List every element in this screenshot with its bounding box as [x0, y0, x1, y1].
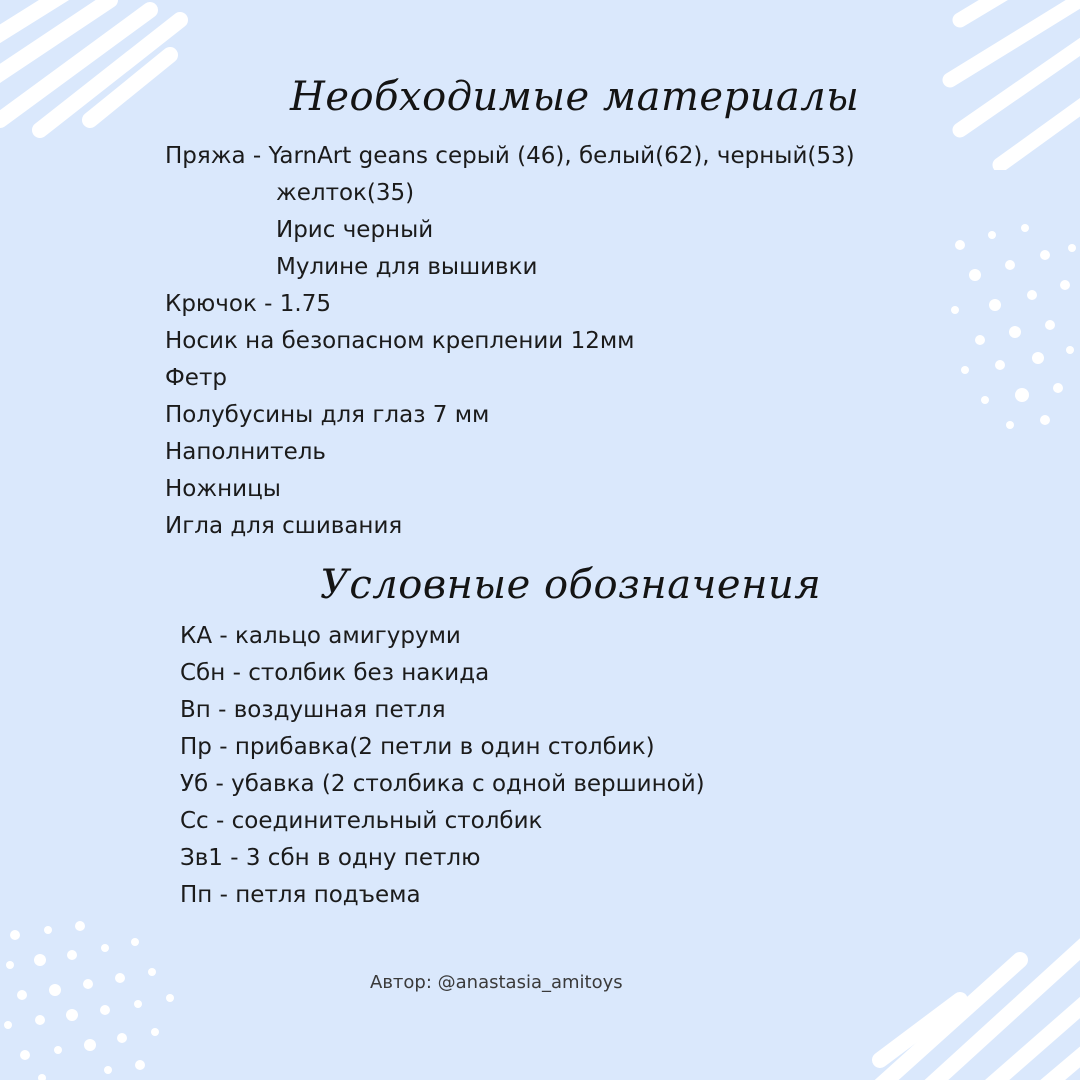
- list-item: Мулине для вышивки: [276, 254, 538, 280]
- list-item: Сс - соединительный столбик: [180, 808, 543, 834]
- brush-strokes-top-right: [930, 0, 1080, 170]
- list-item: Пряжа - YarnArt geans серый (46), белый(62), черный(53): [165, 143, 855, 169]
- legend-title: Условные обозначения: [320, 562, 822, 608]
- list-item: Уб - убавка (2 столбика с одной вершиной): [180, 771, 705, 797]
- list-item: Носик на безопасном креплении 12мм: [165, 328, 635, 354]
- list-item: Сбн - столбик без накида: [180, 660, 490, 686]
- list-item: Игла для сшивания: [165, 513, 403, 539]
- materials-title: Необходимые материалы: [290, 74, 860, 120]
- list-item: Фетр: [165, 365, 227, 391]
- list-item: Ножницы: [165, 476, 281, 502]
- author-credit: Автор: @anastasia_amitoys: [370, 972, 623, 993]
- list-item: Пр - прибавка(2 петли в один столбик): [180, 734, 655, 760]
- list-item: Пп - петля подъема: [180, 882, 421, 908]
- brush-strokes-top-left: [0, 0, 200, 140]
- list-item: желток(35): [276, 180, 415, 206]
- dots-bottom-left: [0, 920, 190, 1080]
- brush-strokes-bottom-right: [850, 920, 1080, 1080]
- dots-right: [940, 220, 1080, 440]
- list-item: Вп - воздушная петля: [180, 697, 446, 723]
- list-item: Крючок - 1.75: [165, 291, 331, 317]
- list-item: Зв1 - 3 сбн в одну петлю: [180, 845, 481, 871]
- list-item: КА - кальцо амигуруми: [180, 623, 461, 649]
- list-item: Ирис черный: [276, 217, 434, 243]
- list-item: Наполнитель: [165, 439, 326, 465]
- list-item: Полубусины для глаз 7 мм: [165, 402, 490, 428]
